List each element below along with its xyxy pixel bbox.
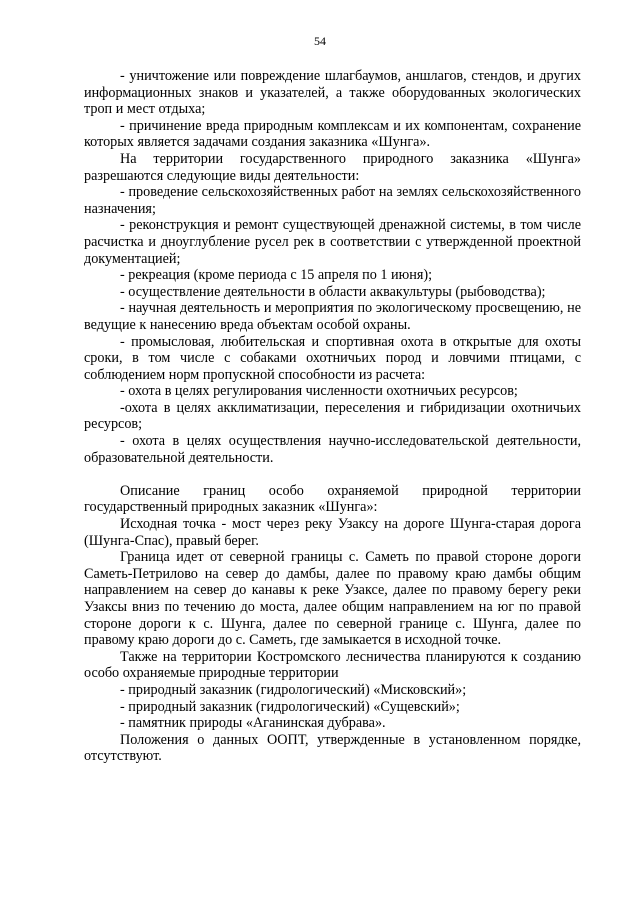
paragraph: - причинение вреда природным комплексам и их компонентам, сохранение которых является задачами создания заказника «Шунга».: [84, 117, 581, 151]
paragraph: Граница идет от северной границы с. Саметь по правой стороне дороги Саметь-Петрилово на север до дамбы, далее по правому краю дамбы общим направлением на север до канавы к реке Узаксе, далее по правому берегу реки Узаксы вниз по течению до моста, далее общим направлением на юг по правой стороне дороги к с. Шунга, далее по северной границе с. Шунга, далее по правому краю дороги до с. Саметь, где замыкается в исходной точке.: [84, 549, 581, 649]
paragraph: - охота в целях осуществления научно-исследовательской деятельности, образовательной деятельности.: [84, 433, 581, 466]
paragraph: Исходная точка - мост через реку Узаксу на дороге Шунга-старая дорога (Шунга-Спас), правый берег.: [84, 516, 581, 549]
paragraph: - природный заказник (гидрологический) «Сущевский»;: [120, 698, 460, 715]
paragraph: - природный заказник (гидрологический) «Мисковский»;: [120, 681, 467, 698]
paragraph: - уничтожение или повреждение шлагбаумов, аншлагов, стендов, и других информационных знаков и указателей, а также оборудованных экологических троп и мест отдыха;: [84, 68, 581, 118]
paragraph: Описание границ особо охраняемой природной территории государственный природных заказник «Шунга»:: [84, 482, 581, 516]
paragraph: Положения о данных ООПТ, утвержденные в установленном порядке, отсутствуют.: [84, 731, 581, 765]
paragraph: - промысловая, любительская и спортивная охота в открытые для охоты сроки, в том числе с собаками охотничьих пород и ловчими птицами, с соблюдением норм пропускной способности из расчета:: [84, 333, 581, 383]
paragraph: - охота в целях регулирования численности охотничьих ресурсов;: [120, 383, 518, 400]
document-body: [84, 68, 581, 765]
paragraph: Также на территории Костромского лесничества планируются к созданию особо охраняемые природные территории: [84, 648, 581, 682]
paragraph: - рекреация (кроме периода с 15 апреля по 1 июня);: [120, 267, 433, 284]
paragraph: - реконструкция и ремонт существующей дренажной системы, в том числе расчистка и дноуглубление русел рек в соответствии с утвержденной проектной документацией;: [84, 217, 581, 267]
page-number: 54: [314, 34, 326, 48]
paragraph: - осуществление деятельности в области аквакультуры (рыбоводства);: [120, 283, 546, 300]
paragraph: - проведение сельскохозяйственных работ на землях сельскохозяйственного назначения;: [84, 184, 581, 217]
paragraph: -охота в целях акклиматизации, переселения и гибридизации охотничьих ресурсов;: [84, 399, 581, 433]
blank-line: [84, 466, 581, 483]
paragraph: - памятник природы «Аганинская дубрава».: [120, 715, 386, 732]
paragraph: На территории государственного природного заказника «Шунга» разрешаются следующие виды деятельности:: [84, 150, 581, 184]
paragraph: - научная деятельность и мероприятия по экологическому просвещению, не ведущие к нанесению вреда объектам особой охраны.: [84, 300, 581, 333]
